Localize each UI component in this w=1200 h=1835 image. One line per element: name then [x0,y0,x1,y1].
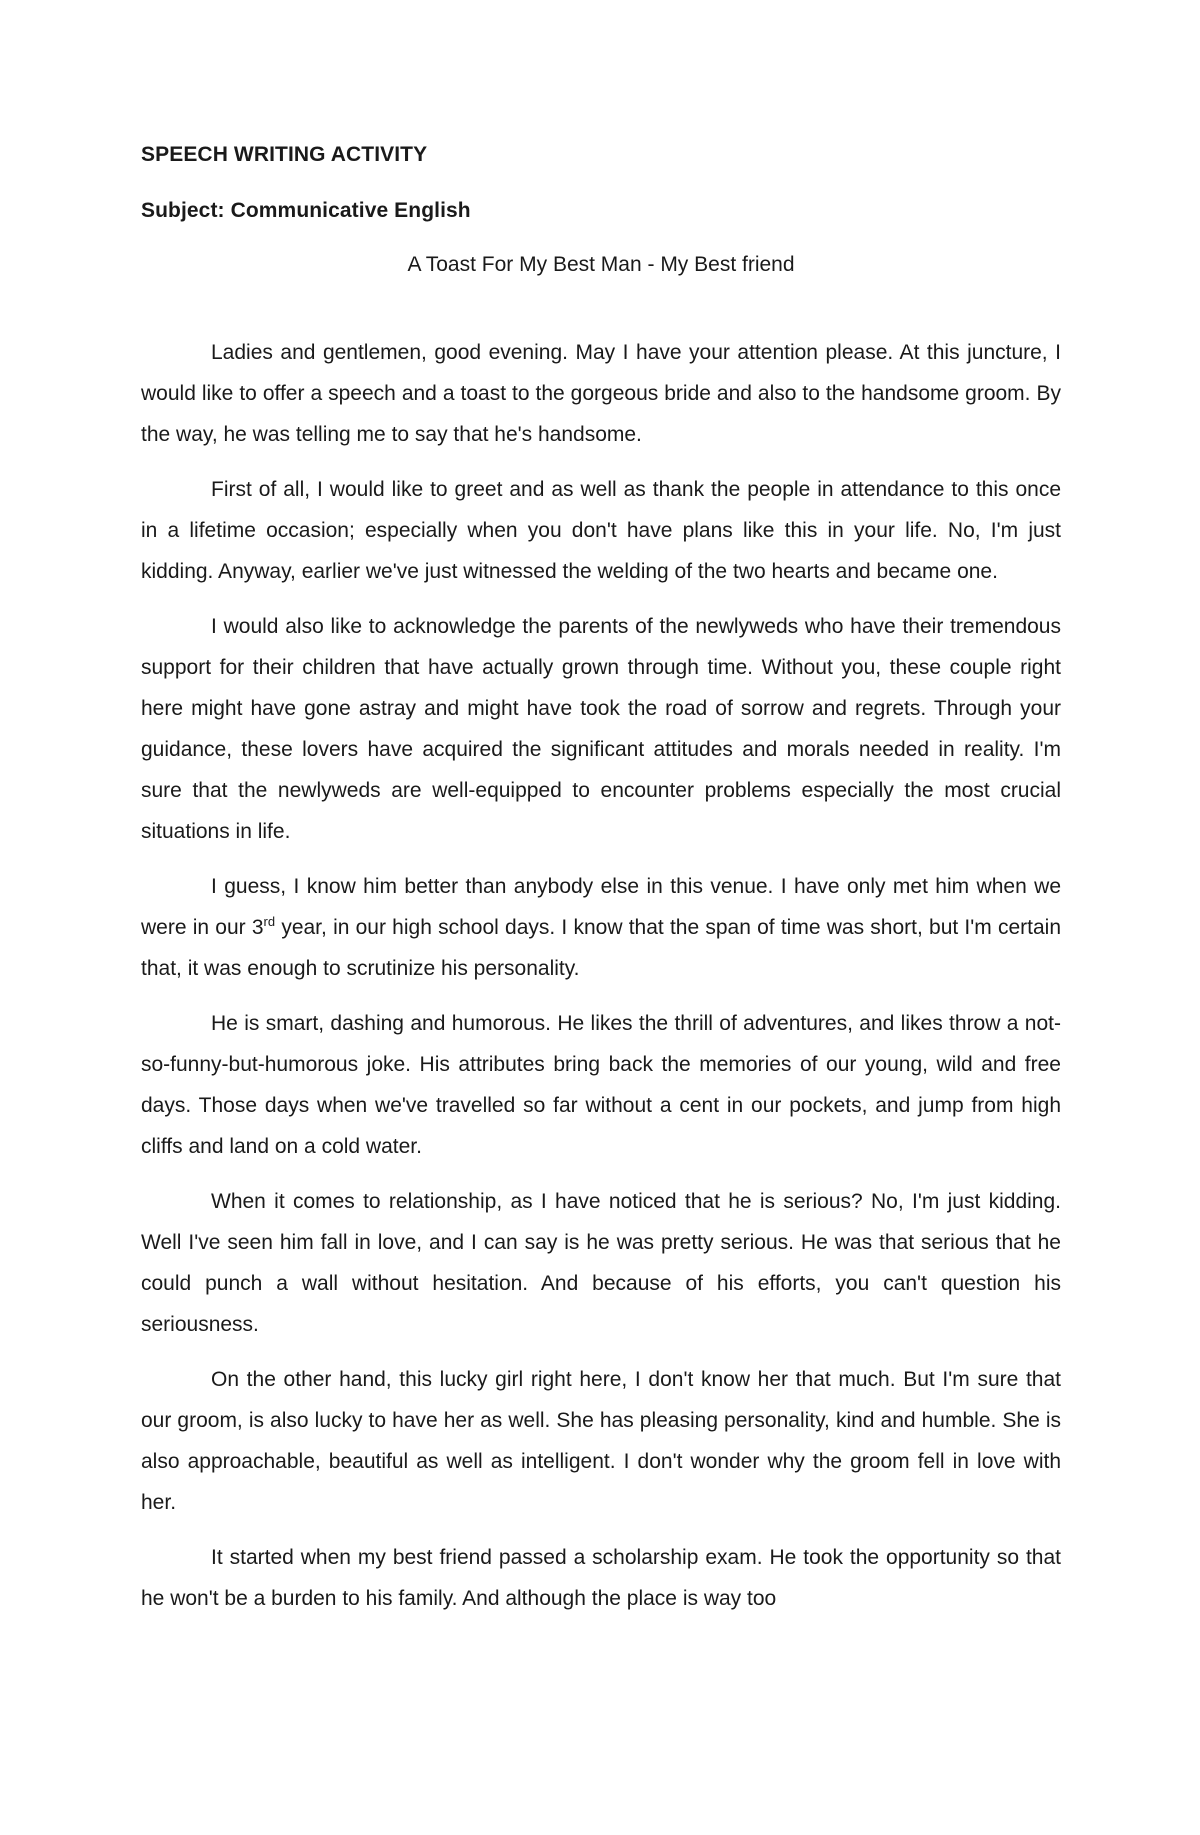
speech-title: A Toast For My Best Man - My Best friend [407,253,795,276]
paragraph-parents: I would also like to acknowledge the parents of the newlyweds who have their tremendous support for their children that have actually grown through time. Without you, these couple right here might have gone astray and might have took the road of sorrow and regrets. Through your guidance, these lovers have acquired the significant attitudes and morals needed in reality. I'm sure that the newlyweds are well-equipped to encounter problems especially the most crucial situations in life. [141,615,1061,843]
activity-heading: SPEECH WRITING ACTIVITY [141,143,428,166]
ordinal-suffix: rd [263,914,276,929]
paragraph-bride: On the other hand, this lucky girl right here, I don't know her that much. But I'm sure that our groom, is also lucky to have her as well. She has pleasing personality, kind and humble. She is also approachable, beautiful as well as intelligent. I don't wonder why the groom fell in love with her. [141,1368,1061,1514]
paragraph-greeting: Ladies and gentlemen, good evening. May I have your attention please. At this juncture, I would like to offer a speech and a toast to the gorgeous bride and also to the handsome groom. By the way, he was telling me to say that he's handsome. [141,341,1061,446]
paragraph-friendship-end: year, in our high school days. I know that the span of time was short, but I'm certain that, it was enough to scrutinize his personality. [141,916,1061,980]
paragraph-thanks: First of all, I would like to greet and as well as thank the people in attendance to this once in a lifetime occasion; especially when you don't have plans like this in your life. No, I'm just kidding. Anyway, earlier we've just witnessed the welding of the two hearts and became one. [141,478,1061,583]
paragraph-friendship [141,866,1061,989]
paragraph-scholarship: It started when my best friend passed a scholarship exam. He took the opportunity so that he won't be a burden to his family. And although the place is way too [141,1546,1061,1610]
subject-line: Subject: Communicative English [141,199,471,222]
paragraph-personality: He is smart, dashing and humorous. He likes the thrill of adventures, and likes throw a not-so-funny-but-humorous joke. His attributes bring back the memories of our young, wild and free days. Those days when we've travelled so far without a cent in our pockets, and jump from high cliffs and land on a cold water. [141,1012,1061,1158]
speech-body [141,332,1061,1619]
document-content [141,140,1061,1633]
paragraph-relationship: When it comes to relationship, as I have noticed that he is serious? No, I'm just kidding. Well I've seen him fall in love, and I can say is he was pretty serious. He was that serious that he could punch a wall without hesitation. And because of his efforts, you can't question his seriousness. [141,1190,1061,1336]
paragraph-friendship-start: I guess, I know him better than anybody else in this venue. I have only met him when we were in our 3 [141,875,1061,939]
